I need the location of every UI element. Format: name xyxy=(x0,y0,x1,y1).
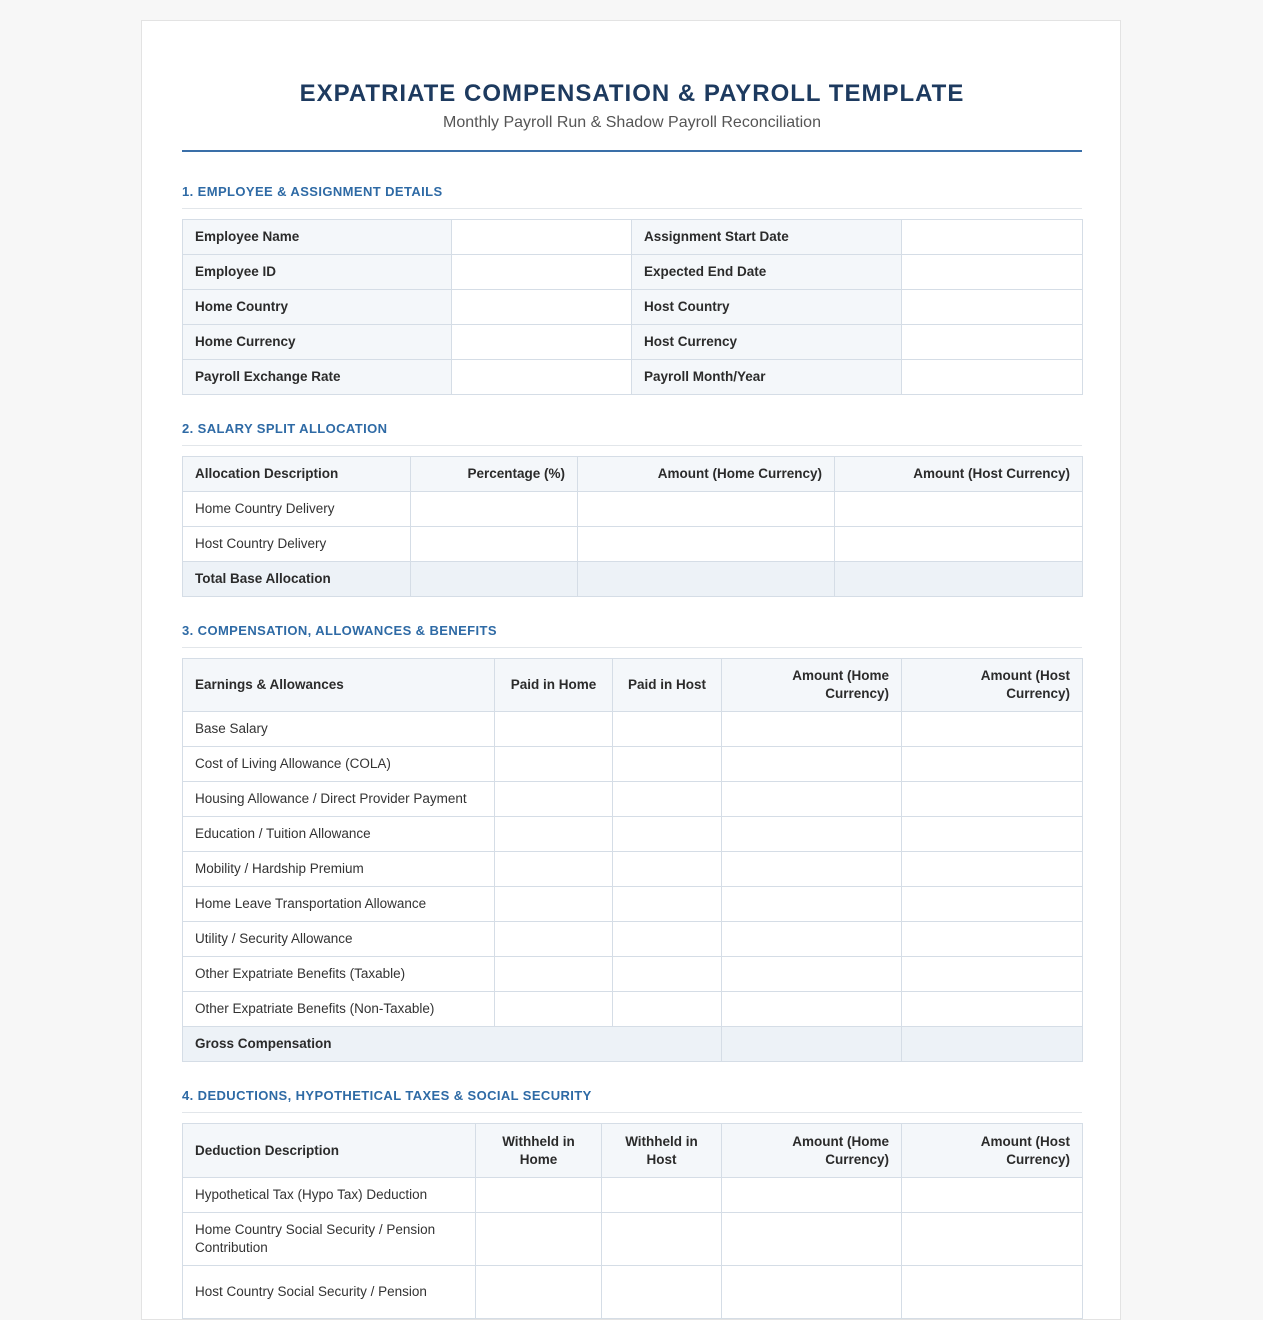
total-amount-home-cell[interactable] xyxy=(578,562,835,597)
paid-in-host-cell[interactable] xyxy=(613,747,722,782)
host-currency-field[interactable] xyxy=(902,325,1083,360)
withheld-host-cell[interactable] xyxy=(602,1266,722,1319)
field-label: Home Currency xyxy=(183,325,452,360)
table-row xyxy=(183,527,1083,562)
home-country-field[interactable] xyxy=(452,290,632,325)
paid-in-host-cell[interactable] xyxy=(613,887,722,922)
paid-in-home-cell[interactable] xyxy=(495,887,613,922)
table-row xyxy=(183,957,1083,992)
employee-id-field[interactable] xyxy=(452,255,632,290)
table-header-row xyxy=(183,659,1083,712)
paid-in-host-cell[interactable] xyxy=(613,817,722,852)
column-header: Amount (Home Currency) xyxy=(722,659,902,712)
table-row xyxy=(183,325,1083,360)
column-header: Amount (Host Currency) xyxy=(902,659,1083,712)
amount-host-cell[interactable] xyxy=(902,747,1083,782)
amount-home-cell[interactable] xyxy=(722,782,902,817)
paid-in-host-cell[interactable] xyxy=(613,712,722,747)
amount-host-cell[interactable] xyxy=(902,782,1083,817)
table-row xyxy=(183,255,1083,290)
row-label: Education / Tuition Allowance xyxy=(183,817,495,852)
payroll-month-year-field[interactable] xyxy=(902,360,1083,395)
amount-host-cell[interactable] xyxy=(902,712,1083,747)
row-label: Hypothetical Tax (Hypo Tax) Deduction xyxy=(183,1178,476,1213)
paid-in-host-cell[interactable] xyxy=(613,992,722,1027)
amount-home-cell[interactable] xyxy=(722,712,902,747)
section-title-deductions: 4. DEDUCTIONS, HYPOTHETICAL TAXES & SOCIAL SECURITY xyxy=(182,1088,1082,1113)
withheld-home-cell[interactable] xyxy=(476,1266,602,1319)
amount-host-cell[interactable] xyxy=(902,852,1083,887)
table-row xyxy=(183,922,1083,957)
column-header: Allocation Description xyxy=(183,457,411,492)
table-row xyxy=(183,1178,1083,1213)
table-row xyxy=(183,360,1083,395)
amount-host-cell[interactable] xyxy=(902,887,1083,922)
row-label: Host Country Delivery xyxy=(183,527,411,562)
total-amount-host-cell[interactable] xyxy=(835,562,1083,597)
total-row xyxy=(183,1027,1083,1062)
field-label: Payroll Exchange Rate xyxy=(183,360,452,395)
paid-in-host-cell[interactable] xyxy=(613,922,722,957)
paid-in-home-cell[interactable] xyxy=(495,782,613,817)
amount-home-cell[interactable] xyxy=(722,922,902,957)
paid-in-host-cell[interactable] xyxy=(613,782,722,817)
field-label: Assignment Start Date xyxy=(632,220,902,255)
amount-host-cell[interactable] xyxy=(902,922,1083,957)
row-label: Cost of Living Allowance (COLA) xyxy=(183,747,495,782)
table-row xyxy=(183,992,1083,1027)
table-row xyxy=(183,747,1083,782)
employee-details-table xyxy=(182,219,1083,395)
amount-host-cell[interactable] xyxy=(902,992,1083,1027)
column-header: Withheld in Home xyxy=(476,1124,602,1178)
amount-home-cell[interactable] xyxy=(722,817,902,852)
row-label: Total Base Allocation xyxy=(183,562,411,597)
page-title: EXPATRIATE COMPENSATION & PAYROLL TEMPLATE xyxy=(299,80,965,107)
amount-host-cell[interactable] xyxy=(902,1213,1083,1266)
row-label: Other Expatriate Benefits (Taxable) xyxy=(183,957,495,992)
paid-in-home-cell[interactable] xyxy=(495,992,613,1027)
table-row xyxy=(183,712,1083,747)
table-header-row xyxy=(183,457,1083,492)
column-header: Earnings & Allowances xyxy=(183,659,495,712)
title-divider xyxy=(182,150,1082,152)
gross-amount-host-cell[interactable] xyxy=(902,1027,1083,1062)
paid-in-home-cell[interactable] xyxy=(495,712,613,747)
column-header: Percentage (%) xyxy=(411,457,578,492)
row-label: Utility / Security Allowance xyxy=(183,922,495,957)
withheld-host-cell[interactable] xyxy=(602,1213,722,1266)
document-page xyxy=(141,20,1121,1320)
table-row xyxy=(183,290,1083,325)
field-label: Payroll Month/Year xyxy=(632,360,902,395)
amount-host-cell[interactable] xyxy=(835,527,1083,562)
paid-in-home-cell[interactable] xyxy=(495,817,613,852)
column-header: Paid in Home xyxy=(495,659,613,712)
table-row xyxy=(183,782,1083,817)
withheld-host-cell[interactable] xyxy=(602,1178,722,1213)
table-row xyxy=(183,492,1083,527)
amount-host-cell[interactable] xyxy=(835,492,1083,527)
amount-home-cell[interactable] xyxy=(722,992,902,1027)
column-header: Amount (Host Currency) xyxy=(835,457,1083,492)
payroll-exchange-rate-field[interactable] xyxy=(452,360,632,395)
amount-home-cell[interactable] xyxy=(722,1266,902,1319)
row-label: Housing Allowance / Direct Provider Payment xyxy=(183,782,495,817)
amount-home-cell[interactable] xyxy=(722,887,902,922)
row-label: Other Expatriate Benefits (Non-Taxable) xyxy=(183,992,495,1027)
gross-amount-home-cell[interactable] xyxy=(722,1027,902,1062)
row-label: Home Country Social Security / Pension Contribution xyxy=(183,1213,476,1266)
paid-in-home-cell[interactable] xyxy=(495,747,613,782)
amount-host-cell[interactable] xyxy=(902,1178,1083,1213)
salary-split-table xyxy=(182,456,1083,597)
row-label: Home Leave Transportation Allowance xyxy=(183,887,495,922)
total-row xyxy=(183,562,1083,597)
deductions-table xyxy=(182,1123,1083,1319)
row-label: Mobility / Hardship Premium xyxy=(183,852,495,887)
column-header: Amount (Host Currency) xyxy=(902,1124,1083,1178)
field-label: Expected End Date xyxy=(632,255,902,290)
host-country-field[interactable] xyxy=(902,290,1083,325)
amount-home-cell[interactable] xyxy=(722,957,902,992)
column-header: Amount (Home Currency) xyxy=(722,1124,902,1178)
table-row xyxy=(183,220,1083,255)
table-row xyxy=(183,887,1083,922)
compensation-table xyxy=(182,658,1083,1062)
page-subtitle: Monthly Payroll Run & Shadow Payroll Reconciliation xyxy=(443,114,821,131)
table-row xyxy=(183,817,1083,852)
amount-home-cell[interactable] xyxy=(578,492,835,527)
amount-home-cell[interactable] xyxy=(578,527,835,562)
field-label: Host Country xyxy=(632,290,902,325)
table-header-row xyxy=(183,1124,1083,1178)
total-percentage-cell[interactable] xyxy=(411,562,578,597)
employee-name-field[interactable] xyxy=(452,220,632,255)
section-title-employee-details: 1. EMPLOYEE & ASSIGNMENT DETAILS xyxy=(182,184,1082,209)
column-header: Deduction Description xyxy=(183,1124,476,1178)
field-label: Employee Name xyxy=(183,220,452,255)
percentage-cell[interactable] xyxy=(411,492,578,527)
withheld-home-cell[interactable] xyxy=(476,1213,602,1266)
field-label: Home Country xyxy=(183,290,452,325)
amount-home-cell[interactable] xyxy=(722,852,902,887)
paid-in-home-cell[interactable] xyxy=(495,957,613,992)
percentage-cell[interactable] xyxy=(411,527,578,562)
section-title-compensation: 3. COMPENSATION, ALLOWANCES & BENEFITS xyxy=(182,623,1082,648)
field-label: Host Currency xyxy=(632,325,902,360)
paid-in-home-cell[interactable] xyxy=(495,922,613,957)
column-header: Amount (Home Currency) xyxy=(578,457,835,492)
assignment-start-date-field[interactable] xyxy=(902,220,1083,255)
section-title-salary-split: 2. SALARY SPLIT ALLOCATION xyxy=(182,421,1082,446)
amount-home-cell[interactable] xyxy=(722,1213,902,1266)
amount-home-cell[interactable] xyxy=(722,747,902,782)
amount-host-cell[interactable] xyxy=(902,957,1083,992)
column-header: Paid in Host xyxy=(613,659,722,712)
row-label: Gross Compensation xyxy=(183,1027,722,1062)
home-currency-field[interactable] xyxy=(452,325,632,360)
amount-host-cell[interactable] xyxy=(902,817,1083,852)
column-header: Withheld in Host xyxy=(602,1124,722,1178)
row-label: Host Country Social Security / Pension xyxy=(183,1266,476,1319)
field-label: Employee ID xyxy=(183,255,452,290)
expected-end-date-field[interactable] xyxy=(902,255,1083,290)
amount-home-cell[interactable] xyxy=(722,1178,902,1213)
table-row xyxy=(183,1213,1083,1266)
paid-in-home-cell[interactable] xyxy=(495,852,613,887)
amount-host-cell[interactable] xyxy=(902,1266,1083,1319)
withheld-home-cell[interactable] xyxy=(476,1178,602,1213)
paid-in-host-cell[interactable] xyxy=(613,957,722,992)
row-label: Home Country Delivery xyxy=(183,492,411,527)
table-row xyxy=(183,852,1083,887)
paid-in-host-cell[interactable] xyxy=(613,852,722,887)
document-body xyxy=(182,21,1082,1319)
table-row xyxy=(183,1266,1083,1319)
row-label: Base Salary xyxy=(183,712,495,747)
